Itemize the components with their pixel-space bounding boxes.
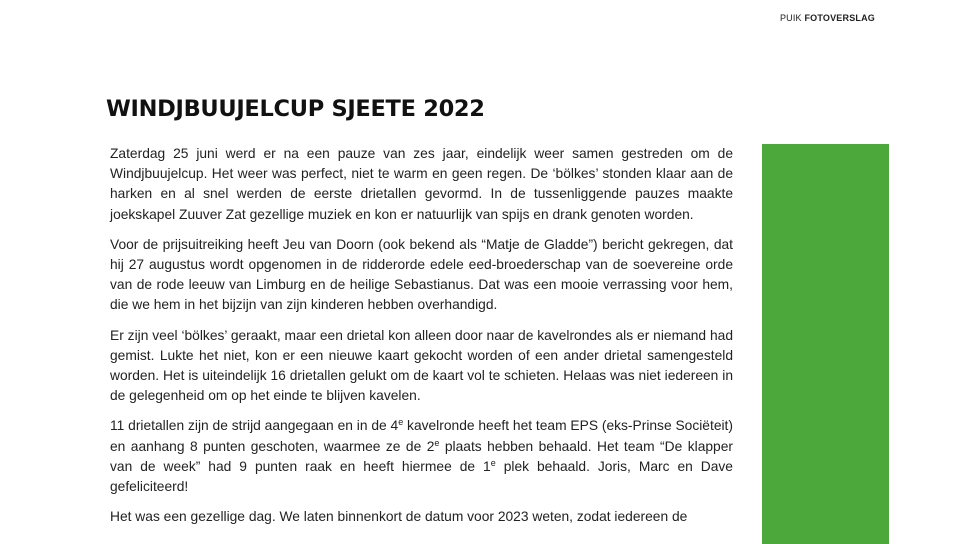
paragraph-4-part-c: plaats hebben behaald. Het team “De klapper van de week” had 9 punten raak en heeft hiermee de 1 — [110, 438, 733, 474]
article-body — [110, 144, 733, 537]
paragraph-2: Voor de prijsuitreiking heeft Jeu van Doorn (ook bekend als “Matje de Gladde”) bericht gekregen, dat hij 27 augustus wordt opgenomen in de ridderorde edele eed-broederschap van de soevereine orde van de rode leeuw van Limburg en de heilige Sebastianus. Dat was een mooie verrassing voor hem, die we hem in het bijzijn van zijn kinderen hebben overhandigd. — [110, 236, 733, 313]
paragraph-3: Er zijn veel ‘bölkes’ geraakt, maar een drietal kon alleen door naar de kavelrondes als er niemand had gemist. Lukte het niet, kon er een nieuwe kaart gekocht worden of een ander drietal samengesteld worden. Het is uiteindelijk 16 drietallen gelukt om de kaart vol te schieten. Helaas was niet iedereen in de gelegenheid om op het einde te blijven kavelen. — [110, 327, 733, 404]
header-section: FOTOVERSLAG — [804, 13, 875, 23]
superscript-e: e — [490, 457, 496, 468]
paragraph-4 — [110, 416, 733, 497]
header-prefix: PUIK — [779, 13, 802, 23]
paragraph-5: Het was een gezellige dag. We laten binnenkort de datum voor 2023 weten, zodat iedereen de — [110, 509, 688, 525]
green-photo-block — [762, 144, 889, 544]
paragraph-1: Zaterdag 25 juni werd er na een pauze van zes jaar, eindelijk weer samen gestreden om de Windjbuujelcup. Het weer was perfect, niet te warm en geen regen. De ‘bölkes’ stonden klaar aan de harken en al snel werden de eerste drietallen gevormd. In de tussenliggende pauzes maakte joekskapel Zuuver Zat gezellige muziek en kon er natuurlijk van spijs en drank genoten worden. — [110, 146, 733, 222]
article-title: WINDJBUUJELCUP SJEETE 2022 — [106, 96, 485, 122]
paragraph-4-part-a: 11 drietallen zijn de strijd aangegaan en in de 4 — [110, 418, 399, 434]
superscript-e: e — [398, 417, 404, 428]
superscript-e: e — [434, 437, 440, 448]
paragraph-4-part-b: kavelronde heeft het team EPS (eks-Prinse Sociëteit) en aanhang 8 punten geschoten, waarmee ze de 2 — [110, 418, 733, 454]
section-header — [780, 13, 875, 23]
paragraph-4-part-d: plek behaald. Joris, Marc en Dave gefeliciteerd! — [110, 458, 733, 495]
